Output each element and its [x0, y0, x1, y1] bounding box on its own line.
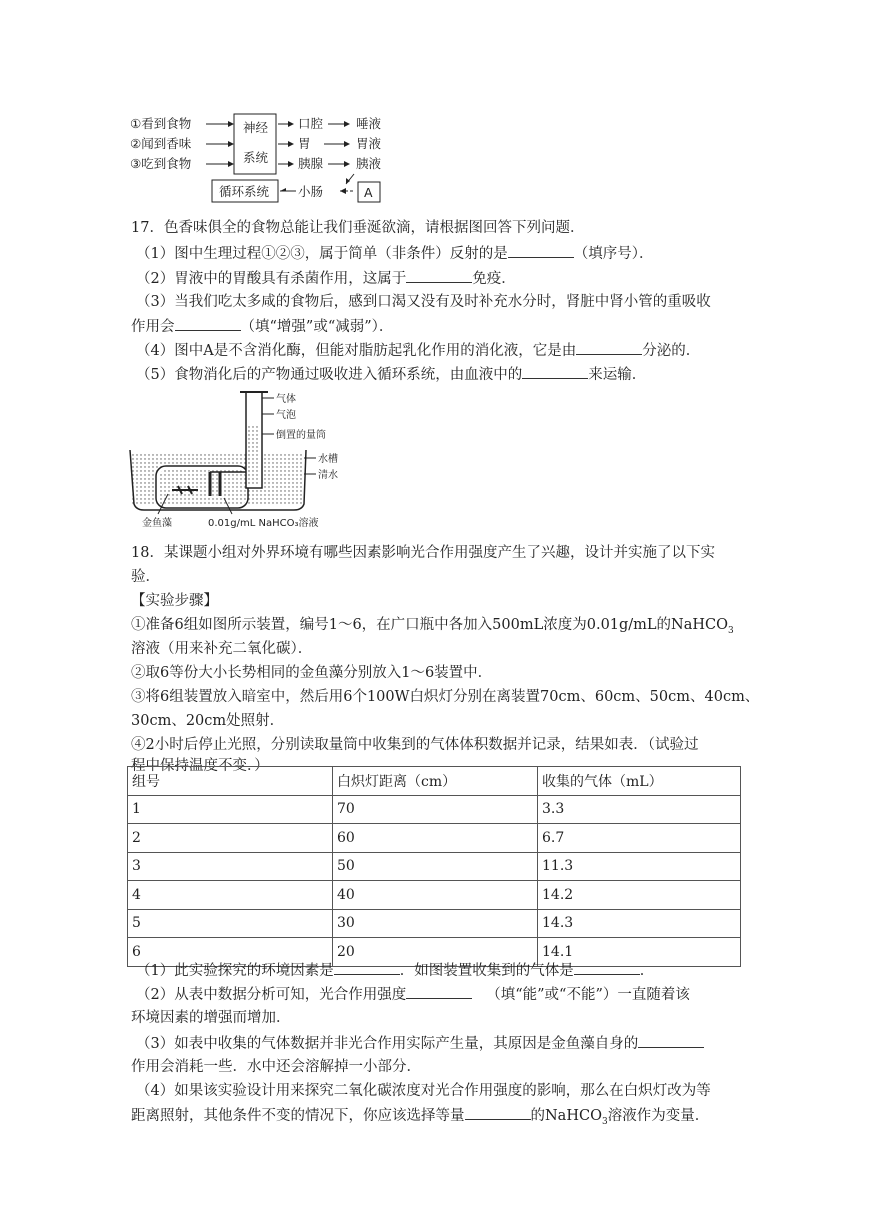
step1-line2: 溶液（用来补充二氧化碳）．	[131, 641, 313, 657]
nerve-label-2: 系统	[243, 150, 269, 165]
nerve-label-1: 神经	[243, 120, 269, 135]
step3-line1: ③将6组装置放入暗室中，然后用6个100W白炽灯分别在离装置70cm、60cm、50cm、40cm、	[131, 689, 760, 705]
step3-line2: 30cm、20cm处照射．	[131, 713, 285, 729]
flow-input-3: ③吃到食物	[130, 156, 192, 171]
q18-answer1: （1）此实验探究的环境因素是 ．如图装置收集到的气体是 ．	[136, 960, 654, 981]
q17-part5: （5）食物消化后的产物通过吸收进入循环系统，由血液中的 来运输．	[136, 364, 646, 385]
apparatus-diagram	[128, 386, 368, 531]
table-row	[128, 909, 741, 938]
box-a-label: A	[364, 185, 373, 200]
table-cell: 14.2	[538, 881, 741, 910]
digestion-flow-diagram	[128, 110, 418, 210]
answer-blank	[334, 960, 400, 975]
answer-blank	[508, 243, 574, 258]
table-cell: 40	[333, 881, 538, 910]
q18-answer2-line1: （2）从表中数据分析可知，光合作用强度 （填“能”或“不能”）一直随着该	[136, 984, 690, 1005]
label-clear-water: 清水	[318, 470, 338, 481]
table-header: 白炽灯距离（cm）	[333, 767, 538, 796]
juice-saliva: 唾液	[356, 116, 382, 131]
table-row	[128, 824, 741, 853]
organ-stomach: 胃	[298, 136, 311, 151]
answer-blank	[576, 340, 642, 355]
organ-mouth: 口腔	[298, 116, 324, 131]
table-cell: 6.7	[538, 824, 741, 853]
flow-input-2: ②闻到香味	[130, 136, 192, 151]
table-cell: 3	[128, 852, 333, 881]
intestine-label: 小肠	[298, 184, 324, 199]
table-cell: 30	[333, 909, 538, 938]
table-cell: 70	[333, 795, 538, 824]
label-bubble: 气泡	[276, 410, 296, 421]
table-cell: 20	[333, 938, 538, 967]
results-table	[127, 766, 741, 967]
juice-pancreatic: 胰液	[356, 156, 382, 171]
table-cell: 6	[128, 938, 333, 967]
juice-gastric: 胃液	[356, 136, 382, 151]
q17-part3-line1: （3）当我们吃太多咸的食物后，感到口渴又没有及时补充水分时，肾脏中肾小管的重吸收	[136, 294, 711, 310]
table-cell: 60	[333, 824, 538, 853]
q17-part2: （2）胃液中的胃酸具有杀菌作用，这属于 免疫．	[136, 268, 516, 289]
q18-stem-line1: 18．某课题小组对外界环境有哪些因素影响光合作用强度产生了兴趣，设计并实施了以下实	[131, 545, 715, 561]
table-cell: 1	[128, 795, 333, 824]
table-cell: 4	[128, 881, 333, 910]
step4-line1: ④2小时后停止光照，分别读取量筒中收集到的气体体积数据并记录，结果如表．（试验过	[131, 737, 699, 753]
table-header: 收集的气体（mL）	[538, 767, 741, 796]
step2: ②取6等份大小长势相同的金鱼藻分别放入1～6装置中．	[131, 665, 493, 681]
q18-answer2-line2: 环境因素的增强而增加．	[131, 1010, 291, 1026]
organ-pancreas: 胰腺	[298, 156, 324, 171]
q17-part1: （1）图中生理过程①②③，属于简单（非条件）反射的是 （填序号）．	[136, 243, 653, 264]
label-solution: 0.01g/mL NaHCO₃溶液	[208, 518, 319, 529]
answer-blank	[638, 1033, 704, 1048]
label-plant: 金鱼藻	[142, 518, 172, 529]
q17-part4: （4）图中A是不含消化酶，但能对脂肪起乳化作用的消化液，它是由 分泌的．	[136, 340, 700, 361]
table-cell: 3.3	[538, 795, 741, 824]
table-row	[128, 881, 741, 910]
answer-blank	[465, 1105, 531, 1120]
table-cell: 11.3	[538, 852, 741, 881]
table-header: 组号	[128, 767, 333, 796]
q18-stem-line2: 验．	[131, 569, 160, 585]
step1-line1: ①准备6组如图所示装置，编号1～6，在广口瓶中各加入500mL浓度为0.01g/mL的NaHCO$_3$	[131, 617, 734, 636]
answer-blank	[406, 268, 472, 283]
label-cylinder: 倒置的量筒	[276, 430, 326, 441]
q17-part3-line2: 作用会 （填“增强”或“减弱”）．	[131, 316, 393, 337]
q18-answer3-line1: （3）如表中收集的气体数据并非光合作用实际产生量，其原因是金鱼藻自身的	[136, 1033, 704, 1054]
table-row	[128, 795, 741, 824]
label-trough: 水槽	[318, 454, 338, 465]
table-cell: 14.3	[538, 909, 741, 938]
q18-answer4-line2: 距离照射，其他条件不变的情况下，你应该选择等量 的NaHCO$_3$溶液作为变量．	[131, 1105, 709, 1132]
table-row	[128, 852, 741, 881]
label-gas: 气体	[276, 394, 296, 405]
table-cell: 14.1	[538, 938, 741, 967]
circulation-label: 循环系统	[219, 184, 270, 199]
q18-answer3-line2: 作用会消耗一些．水中还会溶解掉一小部分．	[131, 1059, 421, 1075]
step4-line2: 程中保持温度不变．）	[131, 758, 269, 774]
q18-answer4-line1: （4）如果该实验设计用来探究二氧化碳浓度对光合作用强度的影响，那么在白炽灯改为等	[136, 1083, 711, 1099]
table-cell: 2	[128, 824, 333, 853]
answer-blank	[175, 316, 241, 331]
table-header-row	[128, 767, 741, 796]
answer-blank	[406, 984, 472, 999]
table-cell: 5	[128, 909, 333, 938]
flow-input-1: ①看到食物	[130, 116, 192, 131]
answer-blank	[522, 364, 588, 379]
answer-blank	[574, 960, 640, 975]
q17-stem: 17．色香味俱全的食物总能让我们垂涎欲滴，请根据图回答下列问题．	[131, 220, 585, 236]
table-cell: 50	[333, 852, 538, 881]
steps-title: 【实验步骤】	[131, 593, 218, 609]
